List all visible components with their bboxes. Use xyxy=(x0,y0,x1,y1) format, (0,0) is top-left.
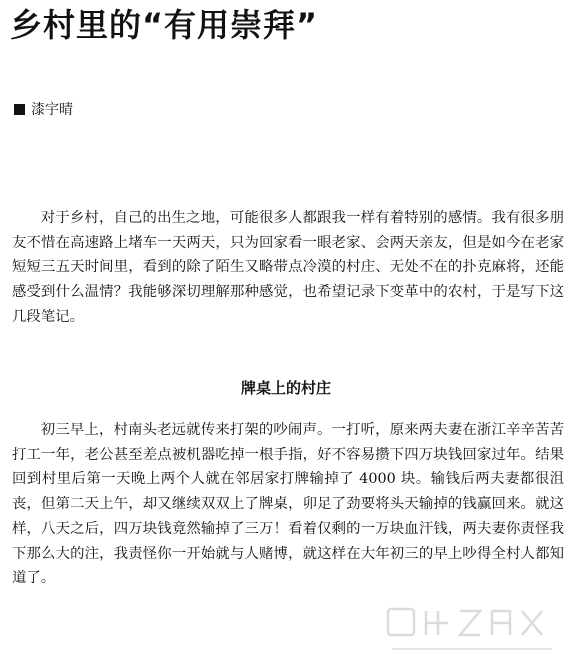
square-bullet-icon xyxy=(14,104,25,115)
watermark-logo-icon xyxy=(382,603,562,659)
body-paragraph: 初三早上，村南头老远就传来打架的吵闹声。一打听，原来两夫妻在浙江辛辛苦苦打工一年，老公甚至差点被机器吃掉一根手指，好不容易攒下四万块钱回家过年。结果回到村里后第一天晚上两个人就在邻居家打牌输掉了 4000 块。输钱后两夫妻都很沮丧，但第二天上午，却又继续双双上了牌桌，卯足了劲要将头天输掉的钱赢回来。就这样，八天之后，四万块钱竟然输掉了三万！看着仅剩的一万块血汗钱，两夫妻你责怪我下那么大的注，我责怪你一开始就与人赌博，就这样在大年初三的早上吵得全村人都知道了。 xyxy=(12,422,564,587)
section-heading: 牌桌上的村庄 xyxy=(240,379,331,397)
article-title: 乡村里的“有用崇拜” xyxy=(10,6,319,44)
intro-paragraph: 对于乡村，自己的出生之地，可能很多人都跟我一样有着特别的感情。我有很多朋友不惜在高速路上堵车一天两天，只为回家看一眼老家、会两天亲友，但是如今在老家短短三五天时间里，看到的除了陌生又略带点冷漠的村庄、无处不在的扑克麻将，还能感受到什么温情？我能够深切理解那种感觉，也希望记录下变革中的农村，于是写下这几段笔记。 xyxy=(12,210,564,325)
byline xyxy=(14,100,73,120)
author-name: 漆宇晴 xyxy=(31,102,73,118)
